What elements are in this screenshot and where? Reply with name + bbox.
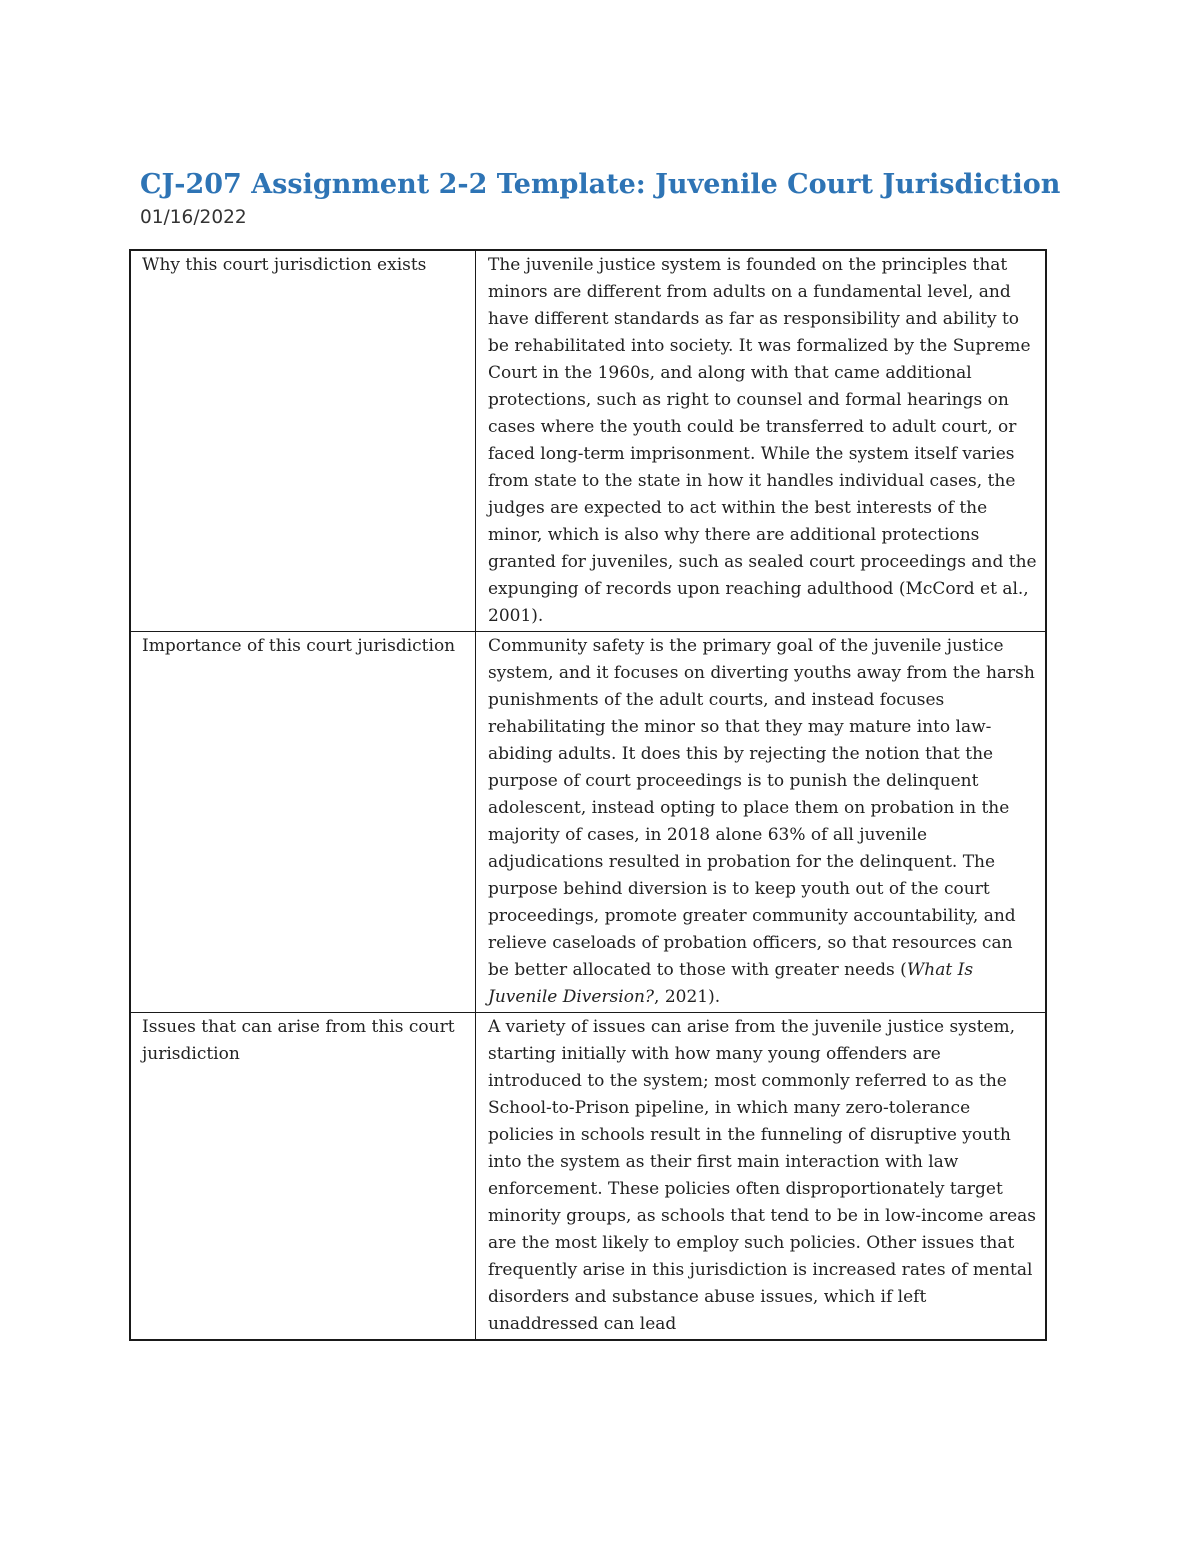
row-text-importance (476, 632, 1047, 1013)
table-row (130, 1013, 1046, 1341)
row-text-issues: A variety of issues can arise from the juvenile justice system, starting initially with how many young offenders are introduced to the system; most commonly referred to as the School-to-Prison pipeline, in which many zero-tolerance policies in schools result in the funneling of disruptive youth into the system as their first main interaction with law enforcement. These policies often disproportionately target minority groups, as schools that tend to be in low-income areas are the most likely to employ such policies. Other issues that frequently arise in this jurisdiction is increased rates of mental disorders and substance abuse issues, which if left unaddressed can lead (476, 1013, 1047, 1341)
row-text-why-exists: The juvenile justice system is founded on the principles that minors are different from adults on a fundamental level, and have different standards as far as responsibility and ability to be rehabilitated into society. It was formalized by the Supreme Court in the 1960s, and along with that came additional protections, such as right to counsel and formal hearings on cases where the youth could be transferred to adult court, or faced long-term imprisonment. While the system itself varies from state to the state in how it handles individual cases, the judges are expected to act within the best interests of the minor, which is also why there are additional protections granted for juveniles, such as sealed court proceedings and the expunging of records upon reaching adulthood (McCord et al., 2001). (476, 250, 1047, 632)
table-row (130, 250, 1046, 632)
row-label-why-exists: Why this court jurisdiction exists (130, 250, 476, 632)
row-label-issues: Issues that can arise from this court jurisdiction (130, 1013, 476, 1341)
citation-title: What Is Juvenile Diversion? (488, 960, 974, 1007)
importance-text: Community safety is the primary goal of the juvenile justice system, and it focuses on diverting youths away from the harsh punishments of the adult courts, and instead focuses rehabilitating the minor so that they may mature into law-abiding adults. It does this by rejecting the notion that the purpose of court proceedings is to punish the delinquent adolescent, instead opting to place them on probation in the majority of cases, in 2018 alone 63% of all juvenile adjudications resulted in probation for the delinquent. The purpose behind diversion is to keep youth out of the court proceedings, promote greater community accountability, and relieve caseloads of probation officers, so that resources can be better allocated to those with greater needs ( (488, 636, 1035, 980)
document-title: CJ-207 Assignment 2-2 Template: Juvenile Court Jurisdiction (140, 169, 1061, 200)
jurisdiction-table (129, 249, 1047, 1341)
citation-year: , 2021). (654, 987, 721, 1007)
document-date: 01/16/2022 (140, 207, 247, 228)
row-label-importance: Importance of this court jurisdiction (130, 632, 476, 1013)
table-row (130, 632, 1046, 1013)
